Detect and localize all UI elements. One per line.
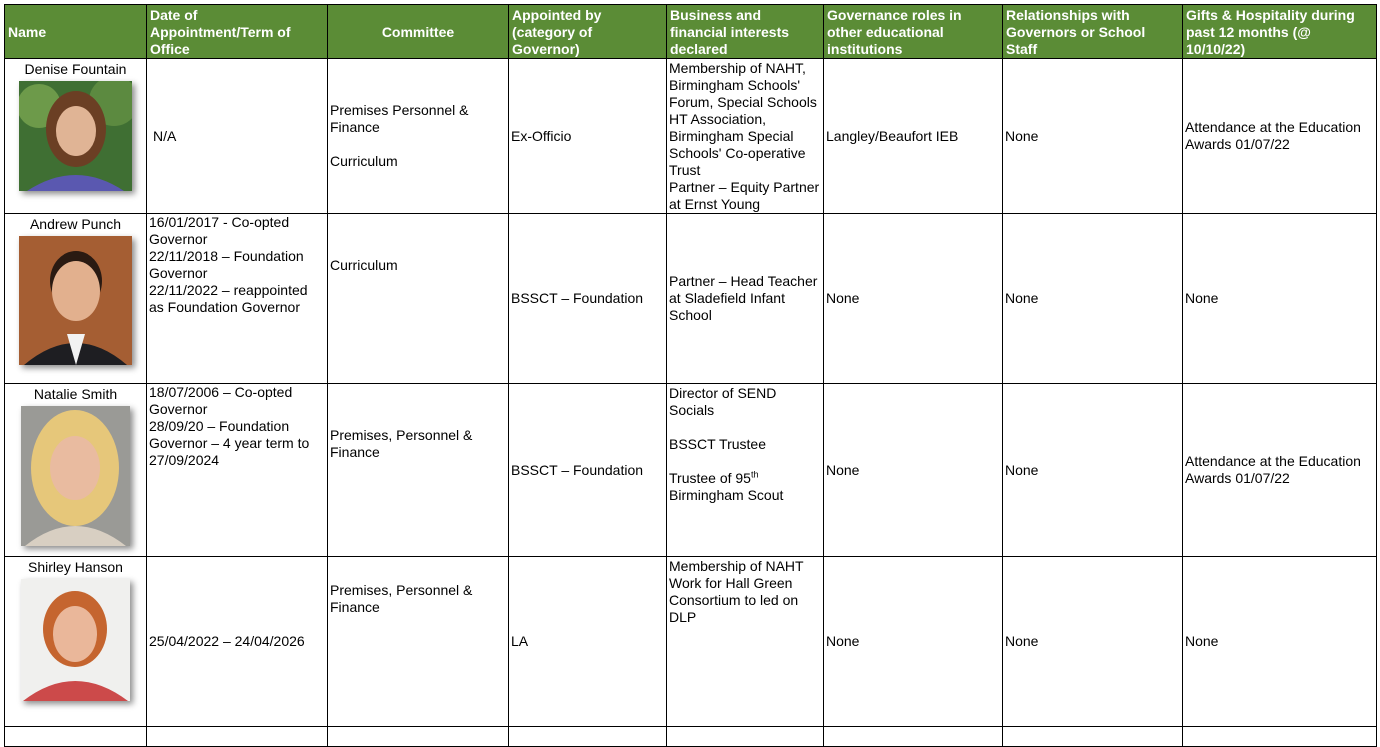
- appointed-cell: Ex-Officio: [509, 59, 667, 214]
- header-date: Date of Appointment/Term of Office: [147, 5, 328, 59]
- governor-name: Natalie Smith: [33, 386, 118, 402]
- gifts-cell: [1183, 727, 1377, 747]
- appointed-cell: BSSCT – Foundation: [509, 214, 667, 384]
- name-cell: [5, 384, 147, 557]
- relationships-cell: None: [1003, 214, 1183, 384]
- name-cell: [5, 557, 147, 727]
- business-cell: [667, 384, 824, 557]
- business-text-part: Trustee of 95: [669, 470, 751, 486]
- appointed-cell: [509, 727, 667, 747]
- business-text: BSSCT Trustee: [669, 436, 767, 452]
- relationships-cell: [1003, 727, 1183, 747]
- superscript: th: [750, 469, 759, 480]
- business-text: [669, 470, 821, 487]
- header-committee: Committee: [328, 5, 509, 59]
- name-cell: [5, 727, 147, 747]
- governance-cell: None: [824, 214, 1003, 384]
- governor-name: Shirley Hanson: [28, 559, 123, 575]
- gifts-cell: None: [1183, 557, 1377, 727]
- committee-text: Premises, Personnel & Finance: [330, 582, 473, 615]
- business-cell: [667, 557, 824, 727]
- date-cell: [147, 214, 328, 384]
- date-text: 18/07/2006 – Co-opted Governor: [149, 384, 293, 417]
- header-gifts: Gifts & Hospitality during past 12 months (@ 10/10/22): [1183, 5, 1377, 59]
- relationships-cell: None: [1003, 557, 1183, 727]
- gifts-cell: Attendance at the Education Awards 01/07/22: [1183, 59, 1377, 214]
- date-text: 28/09/20 – Foundation Governor – 4 year term to 27/09/2024: [149, 418, 310, 468]
- table-row: [5, 214, 1377, 384]
- name-cell: [5, 214, 147, 384]
- business-text: Birmingham Scout: [669, 487, 784, 503]
- business-cell: Partner – Head Teacher at Sladefield Infant School: [667, 214, 824, 384]
- relationships-cell: None: [1003, 384, 1183, 557]
- governance-cell: None: [824, 557, 1003, 727]
- gifts-cell: None: [1183, 214, 1377, 384]
- name-cell: [5, 59, 147, 214]
- header-row: [5, 5, 1377, 59]
- date-text: 22/11/2018 – Foundation Governor: [149, 248, 304, 281]
- committee-text: Curriculum: [330, 257, 398, 273]
- governor-photo: [19, 81, 132, 191]
- header-business: Business and financial interests declared: [667, 5, 824, 59]
- relationships-cell: None: [1003, 59, 1183, 214]
- governor-name: Denise Fountain: [24, 61, 127, 77]
- committee-cell: [328, 557, 509, 727]
- header-relationships: Relationships with Governors or School Staff: [1003, 5, 1183, 59]
- committee-cell: [328, 214, 509, 384]
- date-text: N/A: [153, 127, 177, 144]
- date-cell: 25/04/2022 – 24/04/2026: [147, 557, 328, 727]
- business-cell: [667, 59, 824, 214]
- header-appointed: Appointed by (category of Governor): [509, 5, 667, 59]
- committee-cell: [328, 727, 509, 747]
- table-row: [5, 557, 1377, 727]
- committee-text: Curriculum: [330, 153, 398, 169]
- committee-text: Premises, Personnel & Finance: [330, 427, 473, 460]
- date-text: 22/11/2022 – reappointed as Foundation Governor: [149, 282, 308, 315]
- governance-cell: None: [824, 384, 1003, 557]
- committee-cell: [328, 59, 509, 214]
- committee-text: Premises Personnel & Finance: [330, 102, 469, 135]
- business-text: Director of SEND Socials: [669, 385, 777, 418]
- committee-cell: [328, 384, 509, 557]
- governor-photo: [21, 406, 130, 546]
- date-cell: [147, 59, 328, 214]
- date-text: 16/01/2017 - Co-opted Governor: [149, 214, 290, 247]
- table-row: [5, 727, 1377, 747]
- appointed-cell: BSSCT – Foundation: [509, 384, 667, 557]
- header-governance: Governance roles in other educational institutions: [824, 5, 1003, 59]
- business-text: Partner – Equity Partner at Ernst Young: [669, 179, 820, 212]
- table-row: [5, 384, 1377, 557]
- gifts-cell: Attendance at the Education Awards 01/07/22: [1183, 384, 1377, 557]
- governance-cell: [824, 727, 1003, 747]
- governors-register-table: [4, 4, 1377, 747]
- business-cell: [667, 727, 824, 747]
- governance-cell: Langley/Beaufort IEB: [824, 59, 1003, 214]
- date-cell: [147, 727, 328, 747]
- table-row: [5, 59, 1377, 214]
- governor-photo: [19, 236, 132, 365]
- governor-name: Andrew Punch: [29, 216, 122, 232]
- governor-photo: [21, 579, 130, 701]
- header-name: Name: [5, 5, 147, 59]
- appointed-cell: LA: [509, 557, 667, 727]
- date-cell: [147, 384, 328, 557]
- business-text: Membership of NAHT: [669, 558, 804, 574]
- business-text: Membership of NAHT, Birmingham Schools' Forum, Special Schools HT Association, Birmingham Special Schools' Co-operative Trust: [669, 60, 817, 178]
- business-text: Work for Hall Green Consortium to led on DLP: [669, 575, 799, 625]
